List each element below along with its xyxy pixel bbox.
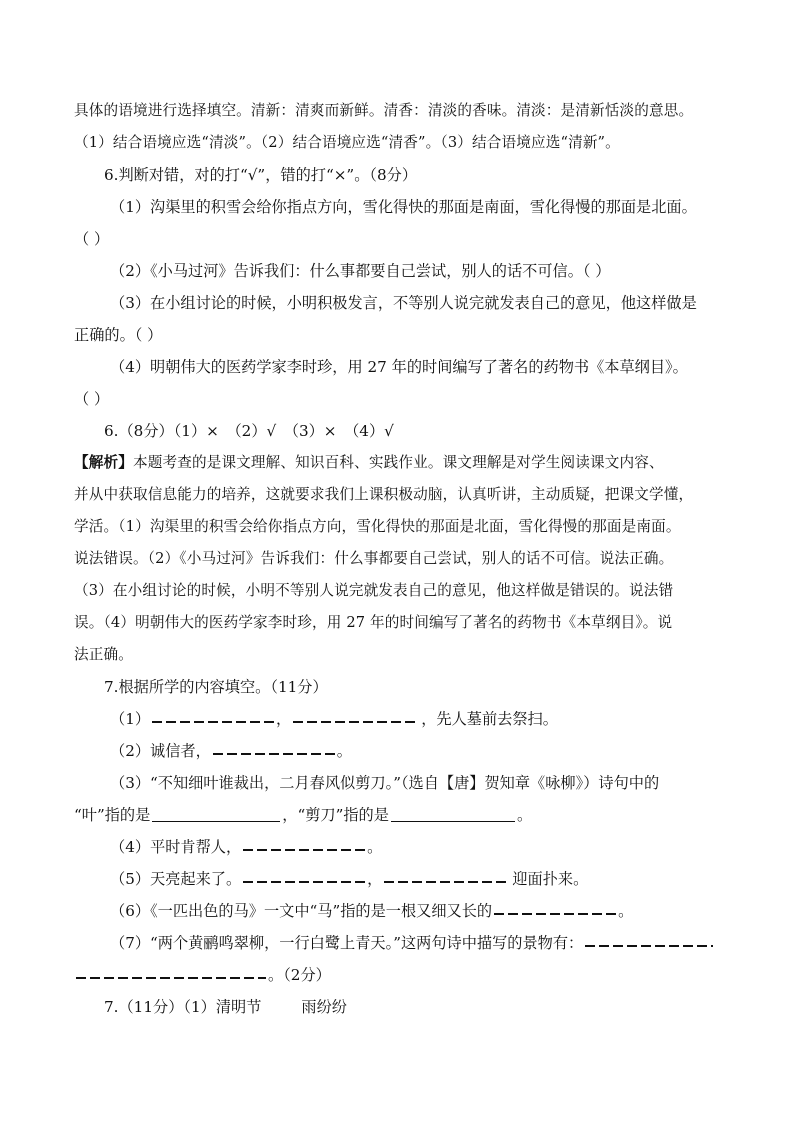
answer-blank: （ ）	[74, 390, 110, 408]
fill-blank	[494, 913, 616, 915]
punctuation: 。	[367, 838, 383, 856]
fill-item-2	[110, 739, 760, 763]
question-6-item-1: （1）沟渠里的积雪会给你指点方向，雪化得快的那面是南面，雪化得慢的那面是北面。	[110, 198, 697, 216]
fill-item-4	[110, 835, 760, 859]
fill-item-1	[110, 707, 760, 731]
fill-blank	[152, 721, 274, 723]
answer-7	[104, 995, 754, 1019]
analysis-line: 学活。（1）沟渠里的积雪会给你指点方向，雪化得快的那面是北面，雪化得慢的那面是南面。	[74, 518, 681, 535]
item-text: ，先人墓前去祭扫。	[421, 710, 558, 728]
answer-text: 雨纷纷	[301, 998, 347, 1016]
analysis-line: 并从中获取信息能力的培养，这就要求我们上课积极动脑，认真听讲，主动质疑，把课文学懂，	[74, 486, 694, 503]
item-label: （1）	[110, 710, 151, 728]
item-text: （6）《一匹出色的马》一文中“马”指的是一根又细又长的	[110, 902, 493, 920]
answer-blank: （ ）	[74, 230, 110, 248]
fill-blank	[243, 881, 365, 883]
analysis-line: 误。（4）明朝伟大的医药学家李时珍，用 27 年的时间编写了著名的药物书《本草纲目》。说	[74, 614, 673, 631]
fill-item-7	[110, 931, 760, 955]
answer-text: 7.（11分）（1）清明节	[104, 998, 262, 1016]
question-6-heading: 6.判断对错，对的打“√”，错的打“×”。（8分）	[104, 166, 418, 184]
analysis-tag: 【解析】	[74, 454, 133, 471]
analysis-line: 说法错误。（2）《小马过河》告诉我们：什么事都要自己尝试，别人的话不可信。说法正确。	[74, 550, 674, 567]
fill-blank	[293, 721, 419, 723]
fill-blank	[152, 804, 280, 822]
punctuation: 。	[618, 902, 634, 920]
fill-item-3: （3）“不知细叶谁裁出，二月春风似剪刀。”（选自【唐】贺知章《咏柳》）诗句中的	[110, 774, 660, 792]
punctuation: 。	[516, 806, 533, 824]
punctuation: ，	[276, 710, 292, 728]
fill-blank	[243, 849, 365, 851]
question-6-item-4: （4）明朝伟大的医药学家李时珍，用 27 年的时间编写了著名的药物书《本草纲目》。	[110, 358, 688, 376]
fill-blank	[213, 753, 335, 755]
fill-item-3-continued	[74, 803, 724, 827]
item-text: （2）诚信者，	[110, 742, 211, 760]
analysis-text: 本题考查的是课文理解、知识百科、实践作业。课文理解是对学生阅读课文内容、	[132, 454, 664, 471]
fill-blank	[391, 804, 515, 822]
question-7-heading: 7.根据所学的内容填空。（11分）	[104, 678, 328, 696]
item-text: （4）平时肯帮人，	[110, 838, 242, 856]
fill-item-7-continued	[74, 963, 724, 987]
item-text: 迎面扑来。	[512, 870, 589, 888]
text-line: 具体的语境进行选择填空。清新：清爽而新鲜。清香：清淡的香味。清淡：是清新恬淡的意思。	[74, 102, 694, 119]
question-6-item-2: （2）《小马过河》告诉我们：什么事都要自己尝试，别人的话不可信。（ ）	[110, 262, 611, 280]
answer-6: 6.（8分）（1）× （2）√ （3）× （4）√	[104, 422, 394, 440]
analysis-line: 法正确。	[74, 646, 133, 663]
text-line: 正确的。（ ）	[74, 326, 163, 344]
fill-blank	[384, 881, 510, 883]
punctuation: ，	[367, 870, 383, 888]
fill-item-6	[110, 899, 760, 923]
fill-blank	[585, 945, 713, 947]
item-text: （5）天亮起来了。	[110, 870, 242, 888]
analysis-line	[74, 451, 724, 475]
item-text: （7）“两个黄鹂鸣翠柳，一行白鹭上青天。”这两句诗中描写的景物有：	[110, 934, 584, 952]
item-text: ，“剪刀”指的是	[282, 806, 389, 824]
text-line: （1）结合语境应选“清淡”。（2）结合语境应选“清香”。（3）结合语境应选“清新”。	[74, 134, 620, 151]
item-text: 。（2分）	[268, 966, 331, 984]
question-6-item-3: （3）在小组讨论的时候，小明积极发言，不等别人说完就发表自己的意见，他这样做是	[110, 294, 697, 312]
analysis-line: （3）在小组讨论的时候，小明不等别人说完就发表自己的意见，他这样做是错误的。说法错	[74, 582, 674, 599]
fill-blank	[76, 977, 266, 979]
item-text: “叶”指的是	[74, 806, 151, 824]
punctuation: 。	[336, 742, 352, 760]
fill-item-5	[110, 867, 760, 891]
